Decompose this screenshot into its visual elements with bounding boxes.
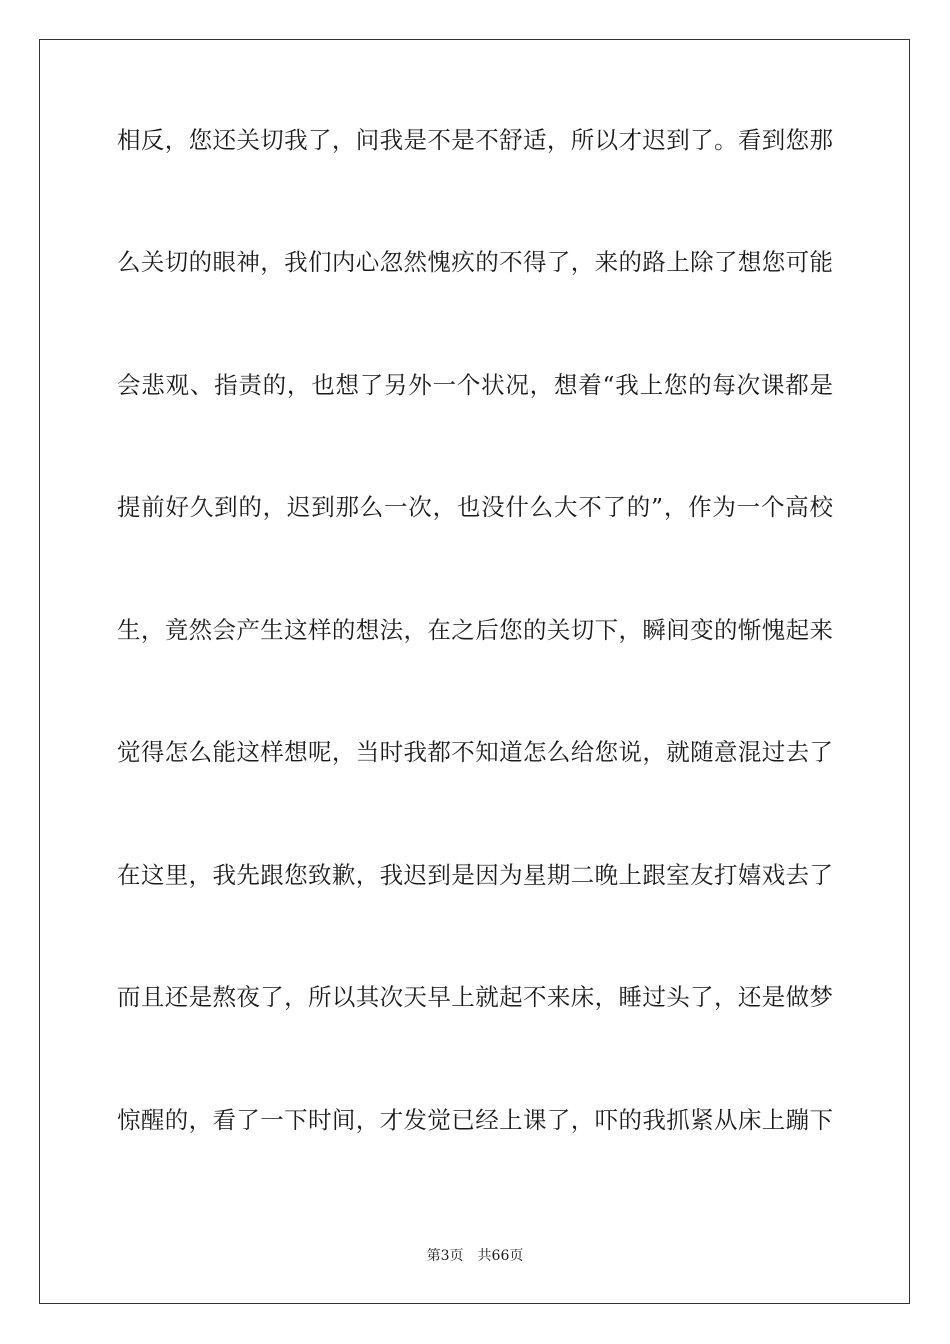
text-line-2: 么关切的眼神，我们内心忽然愧疚的不得了，来的路上除了想您可能: [117, 248, 833, 276]
page-total: 共66页: [477, 1248, 524, 1264]
text-line-7: 在这里，我先跟您致歉，我迟到是因为星期二晚上跟室友打嬉戏去了: [117, 861, 833, 889]
text-line-5: 生，竟然会产生这样的想法，在之后您的关切下，瞬间变的惭愧起来: [117, 616, 833, 644]
text-line-1: 相反，您还关切我了，问我是不是不舒适，所以才迟到了。看到您那: [117, 126, 833, 154]
text-line-6: 觉得怎么能这样想呢，当时我都不知道怎么给您说，就随意混过去了: [117, 738, 833, 766]
text-line-4: 提前好久到的，迟到那么一次，也没什么大不了的”，作为一个高校: [117, 493, 833, 521]
page-number: 第3页: [426, 1248, 464, 1264]
text-line-3: 会悲观、指责的，也想了另外一个状况，想着“我上您的每次课都是: [117, 371, 833, 399]
text-line-9: 惊醒的，看了一下时间，才发觉已经上课了，吓的我抓紧从床上蹦下: [117, 1106, 833, 1134]
text-line-8: 而且还是熬夜了，所以其次天早上就起不来床，睡过头了，还是做梦: [117, 983, 833, 1011]
page-footer: [0, 1246, 950, 1266]
